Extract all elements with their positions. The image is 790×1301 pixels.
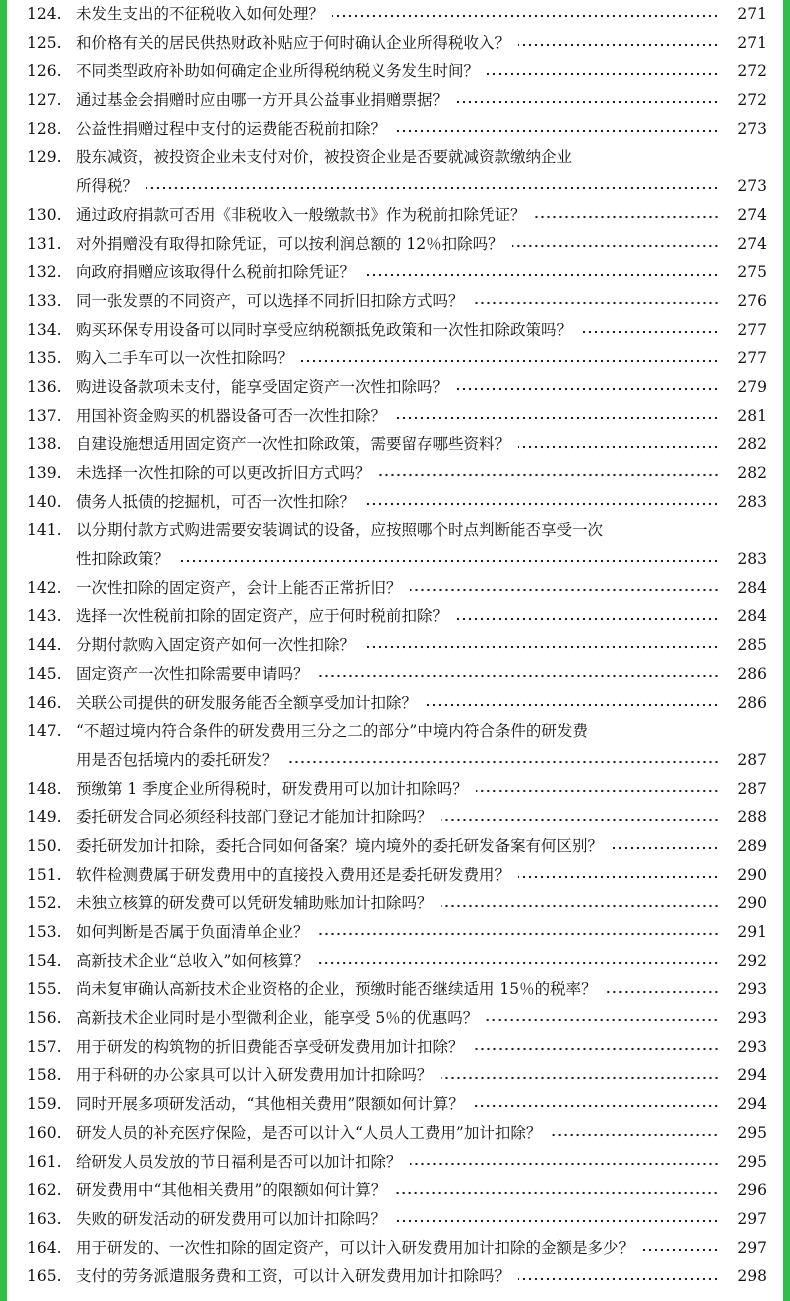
toc-entry-line	[27, 258, 767, 287]
dot-leader	[394, 1219, 719, 1223]
entry-title: 通过基金会捐赠时应由哪一方开具公益事业捐赠票据？	[76, 91, 449, 110]
entry-page-number: 297	[737, 1209, 767, 1228]
toc-entry	[27, 29, 767, 58]
dot-leader	[518, 1277, 719, 1281]
entry-title: 未独立核算的研发费可以凭研发辅助账加计扣除吗？	[76, 894, 433, 913]
entry-page-number: 283	[737, 492, 767, 511]
toc-entry-line	[27, 0, 767, 29]
toc-entry-line	[27, 230, 767, 259]
entry-number: 163.	[27, 1209, 62, 1228]
toc-entry	[27, 86, 767, 115]
dot-leader	[177, 559, 719, 563]
dot-leader	[363, 273, 719, 277]
entry-page-number: 286	[737, 664, 767, 683]
toc-entry-line	[27, 717, 767, 746]
toc-entry-line	[27, 57, 767, 86]
entry-title: 向政府捐赠应该取得什么税前扣除凭证？	[76, 263, 356, 282]
entry-page-number: 273	[737, 119, 767, 138]
entry-page-number: 294	[737, 1066, 767, 1085]
entry-page-number: 279	[737, 377, 767, 396]
entry-page-number: 282	[737, 464, 767, 482]
entry-title: 用国补资金购买的机器设备可否一次性扣除？	[76, 406, 387, 425]
entry-title: 选择一次性税前扣除的固定资产，应于何时税前扣除？	[76, 607, 449, 626]
entry-title: 以分期付款方式购进需要安装调试的设备，应按照哪个时点判断能否享受一次	[76, 521, 604, 540]
dot-leader	[363, 502, 719, 506]
toc-entry	[27, 775, 767, 804]
entry-page-number: 287	[737, 779, 767, 798]
toc-entry	[27, 0, 767, 29]
toc-entry-line	[27, 430, 767, 459]
entry-title: 高新技术企业同时是小型微利企业，能享受 5％的优惠吗？	[76, 1009, 479, 1028]
toc-entry	[27, 1176, 767, 1205]
toc-entry-line	[27, 803, 767, 832]
entry-title: 研发费用中“其他相关费用”的限额如何计算？	[76, 1181, 387, 1200]
toc-entry-line	[27, 459, 767, 488]
entry-page-number: 277	[737, 349, 767, 368]
entry-number: 159.	[27, 1095, 62, 1114]
dot-leader	[441, 818, 719, 822]
dot-leader	[456, 387, 719, 391]
entry-title: 用于科研的办公家具可以计入研发费用加计扣除吗？	[76, 1066, 433, 1085]
entry-page-number: 283	[737, 550, 767, 569]
entry-number: 126.	[27, 62, 62, 81]
entry-page-number: 293	[737, 1009, 767, 1028]
entry-page-number: 290	[737, 894, 767, 913]
entry-page-number: 271	[737, 5, 767, 23]
toc-entry	[27, 975, 767, 1004]
toc-entry-line	[27, 344, 767, 373]
entry-title: 委托研发加计扣除，委托合同如何备案？境内境外的委托研发备案有何区别？	[76, 836, 604, 855]
toc-entry	[27, 689, 767, 718]
dot-leader	[580, 330, 719, 334]
entry-title: 失败的研发活动的研发费用可以加计扣除吗？	[76, 1209, 387, 1228]
toc-entry-line	[27, 516, 767, 545]
entry-page-number: 281	[737, 406, 767, 425]
toc-entry	[27, 574, 767, 603]
toc-entry	[27, 1033, 767, 1062]
toc-entry	[27, 287, 767, 316]
entry-number: 138.	[27, 435, 62, 454]
entry-number: 157.	[27, 1037, 62, 1056]
dot-leader	[472, 301, 719, 305]
dot-leader	[518, 875, 719, 879]
entry-title: 自建设施想适用固定资产一次性扣除政策，需要留存哪些资料？	[76, 435, 511, 454]
toc-entry	[27, 459, 767, 488]
toc-entry-line	[27, 143, 767, 172]
dot-leader	[605, 990, 719, 994]
toc-entry	[27, 258, 767, 287]
dot-leader	[410, 588, 719, 592]
dot-leader	[379, 473, 719, 477]
toc-entry	[27, 115, 767, 144]
dot-leader	[317, 674, 719, 678]
entry-number: 137.	[27, 406, 62, 425]
entry-number: 155.	[27, 980, 62, 999]
toc-entry	[27, 402, 767, 431]
toc-entry	[27, 717, 767, 774]
toc-entry-line	[27, 918, 767, 947]
toc-entry-line	[27, 1033, 767, 1062]
entry-page-number: 277	[737, 320, 767, 339]
entry-number: 128.	[27, 119, 62, 138]
toc-entry	[27, 1148, 767, 1177]
entry-title: 研发人员的补充医疗保险，是否可以计入“人员人工费用”加计扣除？	[76, 1123, 542, 1142]
entry-title: 支付的劳务派遣服务费和工资，可以计入研发费用加计扣除吗？	[76, 1267, 511, 1286]
entry-number: 151.	[27, 865, 62, 884]
toc-entry-line	[27, 86, 767, 115]
toc-entry	[27, 373, 767, 402]
toc-entry	[27, 1205, 767, 1234]
entry-page-number: 294	[737, 1095, 767, 1114]
toc-entry	[27, 832, 767, 861]
dot-leader	[518, 43, 719, 47]
entry-page-number: 289	[737, 836, 767, 855]
dot-leader	[549, 1133, 719, 1137]
entry-number: 143.	[27, 607, 62, 626]
entry-page-number: 295	[737, 1123, 767, 1142]
entry-page-number: 287	[737, 750, 767, 769]
entry-title: 性扣除政策？	[76, 550, 170, 569]
entry-page-number: 284	[737, 578, 767, 597]
entry-page-number: 276	[737, 291, 767, 310]
toc-entry-line	[27, 832, 767, 861]
entry-number: 135.	[27, 349, 62, 368]
entry-number: 148.	[27, 779, 62, 798]
entry-number: 134.	[27, 320, 62, 339]
entry-title: 不同类型政府补助如何确定企业所得税纳税义务发生时间？	[76, 62, 480, 81]
dot-leader	[486, 1018, 719, 1022]
entry-page-number: 293	[737, 980, 767, 999]
toc-entry	[27, 1262, 767, 1291]
entry-title: 软件检测费属于研发费用中的直接投入费用还是委托研发费用？	[76, 865, 511, 884]
toc-entry-line	[27, 1148, 767, 1177]
toc-entry	[27, 889, 767, 918]
toc-entry-line	[27, 29, 767, 58]
toc-entry	[27, 201, 767, 230]
entry-number: 139.	[27, 464, 62, 482]
dot-leader	[518, 445, 719, 449]
toc-entry-line	[27, 975, 767, 1004]
toc-entry-line	[27, 488, 767, 517]
entry-title: 分期付款购入固定资产如何一次性扣除？	[76, 636, 356, 655]
toc-entry	[27, 631, 767, 660]
entry-number: 125.	[27, 33, 62, 52]
entry-page-number: 296	[737, 1181, 767, 1200]
entry-title: 尚未复审确认高新技术企业资格的企业，预缴时能否继续适用 15％的税率？	[76, 980, 597, 999]
entry-title: 固定资产一次性扣除需要申请吗？	[76, 664, 309, 683]
table-of-contents	[27, 0, 767, 1291]
dot-leader	[512, 244, 719, 248]
entry-number: 164.	[27, 1238, 62, 1257]
toc-entry-line	[27, 1119, 767, 1148]
toc-entry	[27, 861, 767, 890]
toc-entry-line	[27, 115, 767, 144]
toc-entry-line	[27, 402, 767, 431]
entry-title: 用于研发的、一次性扣除的固定资产，可以计入研发费用加计扣除的金额是多少？	[76, 1238, 635, 1257]
toc-entry-line	[27, 660, 767, 689]
dot-leader	[394, 129, 719, 133]
entry-number: 133.	[27, 291, 62, 310]
entry-number: 149.	[27, 808, 62, 827]
toc-entry	[27, 430, 767, 459]
entry-title: 关联公司提供的研发服务能否全额享受加计扣除？	[76, 693, 418, 712]
entry-page-number: 292	[737, 951, 767, 970]
toc-entry-continuation	[27, 545, 767, 574]
entry-page-number: 297	[737, 1238, 767, 1257]
toc-entry-line	[27, 631, 767, 660]
entry-title: 债务人抵债的挖掘机，可否一次性扣除？	[76, 492, 356, 511]
entry-number: 136.	[27, 377, 62, 396]
entry-number: 140.	[27, 492, 62, 511]
entry-number: 146.	[27, 693, 62, 712]
entry-number: 161.	[27, 1152, 62, 1171]
entry-title: 同时开展多项研发活动，“其他相关费用”限额如何计算？	[76, 1095, 464, 1114]
entry-page-number: 290	[737, 865, 767, 884]
dot-leader	[317, 932, 719, 936]
entry-title: 同一张发票的不同资产，可以选择不同折旧扣除方式吗？	[76, 291, 464, 310]
toc-entry	[27, 488, 767, 517]
entry-page-number: 273	[737, 177, 767, 196]
toc-entry-line	[27, 316, 767, 345]
dot-leader	[611, 846, 719, 850]
entry-title: 高新技术企业“总收入”如何核算？	[76, 951, 309, 970]
toc-entry-line	[27, 947, 767, 976]
entry-number: 144.	[27, 636, 62, 655]
entry-title: 购买环保专用设备可以同时享受应纳税额抵免政策和一次性扣除政策吗？	[76, 320, 573, 339]
toc-entry-line	[27, 1061, 767, 1090]
entry-number: 160.	[27, 1123, 62, 1142]
entry-title: “不超过境内符合条件的研发费用三分之二的部分”中境内符合条件的研发费	[76, 722, 588, 741]
toc-entry	[27, 1090, 767, 1119]
entry-page-number: 288	[737, 808, 767, 827]
dot-leader	[472, 1104, 719, 1108]
entry-title: 如何判断是否属于负面清单企业？	[76, 923, 309, 941]
toc-entry	[27, 316, 767, 345]
entry-page-number: 282	[737, 435, 767, 454]
toc-entry-line	[27, 1234, 767, 1263]
toc-entry-line	[27, 1176, 767, 1205]
entry-number: 141.	[27, 521, 62, 540]
entry-title: 给研发人员发放的节日福利是否可以加计扣除？	[76, 1152, 402, 1171]
toc-entry	[27, 57, 767, 86]
entry-page-number: 274	[737, 205, 767, 224]
dot-leader	[410, 1162, 719, 1166]
entry-page-number: 285	[737, 636, 767, 655]
entry-title: 用于研发的构筑物的折旧费能否享受研发费用加计扣除？	[76, 1037, 464, 1056]
toc-entry-line	[27, 1205, 767, 1234]
entry-title: 用是否包括境内的委托研发？	[76, 750, 278, 769]
toc-entry-line	[27, 1262, 767, 1291]
entry-page-number: 272	[737, 62, 767, 81]
toc-entry	[27, 947, 767, 976]
entry-title: 委托研发合同必须经科技部门登记才能加计扣除吗？	[76, 808, 433, 827]
entry-page-number: 284	[737, 607, 767, 626]
entry-title: 股东减资，被投资企业未支付对价，被投资企业是否要就减资款缴纳企业	[76, 148, 573, 167]
entry-title: 一次性扣除的固定资产，会计上能否正常折旧？	[76, 578, 402, 597]
dot-leader	[394, 416, 719, 420]
entry-title: 未选择一次性扣除的可以更改折旧方式吗？	[76, 464, 371, 482]
entry-number: 156.	[27, 1009, 62, 1028]
dot-leader	[363, 645, 719, 649]
entry-title: 未发生支出的不征税收入如何处理？	[76, 5, 325, 23]
entry-number: 147.	[27, 722, 62, 741]
dot-leader	[146, 186, 719, 190]
entry-title: 和价格有关的居民供热财政补贴应于何时确认企业所得税收入？	[76, 33, 511, 52]
entry-number: 124.	[27, 5, 62, 23]
entry-number: 150.	[27, 836, 62, 855]
dot-leader	[456, 100, 719, 104]
toc-entry	[27, 1061, 767, 1090]
toc-entry	[27, 1234, 767, 1263]
toc-entry-line	[27, 602, 767, 631]
entry-number: 154.	[27, 951, 62, 970]
entry-number: 142.	[27, 578, 62, 597]
entry-page-number: 291	[737, 923, 767, 941]
entry-number: 145.	[27, 664, 62, 683]
entry-page-number: 275	[737, 263, 767, 282]
dot-leader	[394, 1191, 719, 1195]
entry-number: 132.	[27, 263, 62, 282]
dot-leader	[301, 359, 719, 363]
entry-title: 所得税？	[76, 177, 139, 196]
toc-entry-line	[27, 373, 767, 402]
entry-title: 预缴第 1 季度企业所得税时，研发费用可以加计扣除吗？	[76, 779, 468, 798]
entry-number: 152.	[27, 894, 62, 913]
toc-entry-line	[27, 861, 767, 890]
toc-entry-line	[27, 1004, 767, 1033]
entry-page-number: 274	[737, 234, 767, 253]
toc-entry	[27, 660, 767, 689]
toc-entry	[27, 143, 767, 200]
toc-entry-line	[27, 574, 767, 603]
toc-entry	[27, 344, 767, 373]
entry-title: 公益性捐赠过程中支付的运费能否税前扣除？	[76, 119, 387, 138]
toc-entry-continuation	[27, 746, 767, 775]
toc-entry-line	[27, 889, 767, 918]
entry-title: 通过政府捐款可否用《非税收入一般缴款书》作为税前扣除凭证？	[76, 205, 526, 224]
dot-leader	[286, 760, 719, 764]
toc-entry-line	[27, 287, 767, 316]
entry-title: 购入二手车可以一次性扣除吗？	[76, 349, 294, 368]
entry-page-number: 298	[737, 1267, 767, 1286]
toc-entry	[27, 918, 767, 947]
toc-entry	[27, 230, 767, 259]
dot-leader	[317, 961, 719, 965]
entry-number: 130.	[27, 205, 62, 224]
dot-leader	[534, 215, 719, 219]
entry-number: 165.	[27, 1267, 62, 1286]
entry-number: 129.	[27, 148, 62, 167]
toc-entry	[27, 602, 767, 631]
dot-leader	[456, 617, 719, 621]
dot-leader	[472, 1047, 719, 1051]
toc-entry	[27, 516, 767, 573]
entry-title: 对外捐赠没有取得扣除凭证，可以按利润总额的 12％扣除吗？	[76, 234, 504, 253]
dot-leader	[441, 1076, 719, 1080]
toc-entry	[27, 1119, 767, 1148]
entry-page-number: 295	[737, 1152, 767, 1171]
entry-title: 购进设备款项未支付，能享受固定资产一次性扣除吗？	[76, 377, 449, 396]
entry-page-number: 271	[737, 33, 767, 52]
entry-page-number: 286	[737, 693, 767, 712]
entry-number: 131.	[27, 234, 62, 253]
toc-entry-line	[27, 689, 767, 718]
dot-leader	[441, 904, 719, 908]
dot-leader	[642, 1248, 719, 1252]
entry-number: 158.	[27, 1066, 62, 1085]
toc-entry-line	[27, 201, 767, 230]
toc-entry-line	[27, 775, 767, 804]
dot-leader	[425, 703, 719, 707]
entry-number: 153.	[27, 923, 62, 941]
entry-number: 162.	[27, 1181, 62, 1200]
toc-entry	[27, 803, 767, 832]
dot-leader	[476, 789, 719, 793]
entry-page-number: 293	[737, 1037, 767, 1056]
toc-entry-continuation	[27, 172, 767, 201]
entry-page-number: 272	[737, 91, 767, 110]
toc-entry	[27, 1004, 767, 1033]
dot-leader	[332, 14, 719, 18]
dot-leader	[487, 72, 719, 76]
toc-entry-line	[27, 1090, 767, 1119]
entry-number: 127.	[27, 91, 62, 110]
